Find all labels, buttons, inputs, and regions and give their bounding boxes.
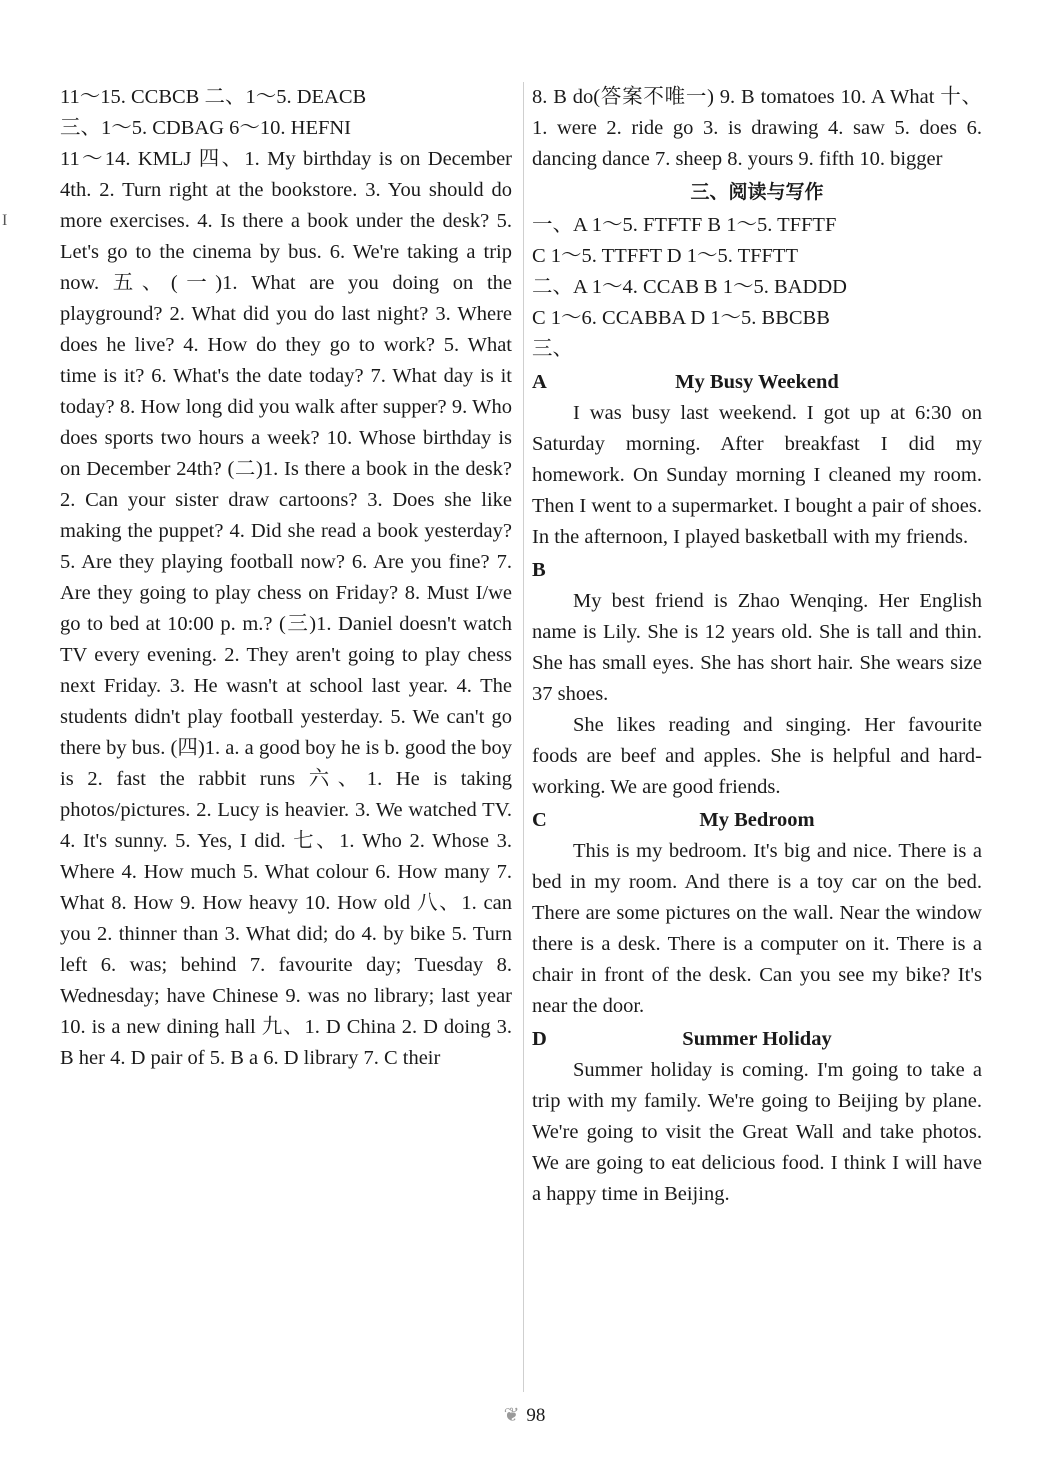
page-number-footer xyxy=(0,1404,1049,1427)
answer-line: 一、A 1～5. FTFTF B 1～5. TFFTF xyxy=(532,214,837,236)
answer-line: 二、A 1～4. CCAB B 1～5. BADDD xyxy=(532,276,847,298)
answer-line: 三、 xyxy=(532,338,573,360)
essay-header xyxy=(532,555,982,586)
essay-letter: D xyxy=(532,1028,547,1050)
left-column xyxy=(60,82,512,1074)
leaf-ornament-icon: ❦ xyxy=(503,1405,520,1426)
essay-paragraph: My best friend is Zhao Wenqing. Her English name is Lily. She is 12 years old. She is tall and thin. She has small eyes. She has short hair. She wears size 37 shoes. xyxy=(532,590,982,705)
answer-paragraph: 8. B do(答案不唯一) 9. B tomatoes 10. A What 十、1. were 2. ride go 3. is drawing 4. saw 5. does 6. dancing dance 7. sheep 8. yours 9. fifth 10. bigger xyxy=(532,86,982,170)
essay-paragraph: This is my bedroom. It's big and nice. There is a bed in my room. And there is a toy car on the bed. There are some pictures on the wall. Near the window there is a desk. There is a computer on it. There is a chair in front of the desk. Can you see my bike? It's near the door. xyxy=(532,840,982,1017)
essay-c xyxy=(532,805,982,1022)
essay-a xyxy=(532,367,982,553)
page-number: 98 xyxy=(526,1405,546,1426)
essay-letter: C xyxy=(532,809,547,831)
edge-mark: I xyxy=(2,212,8,229)
essay-paragraph: I was busy last weekend. I got up at 6:30 on Saturday morning. After breakfast I did my homework. On Sunday morning I cleaned my room. Then I went to a supermarket. I bought a pair of shoes. In the afternoon, I played basketball with my friends. xyxy=(532,402,982,548)
essay-header xyxy=(532,1024,982,1055)
column-divider xyxy=(523,82,524,1392)
essay-d xyxy=(532,1024,982,1210)
essay-header xyxy=(532,367,982,398)
answer-paragraph: 11～14. KMLJ 四、1. My birthday is on December 4th. 2. Turn right at the bookstore. 3. You should do more exercises. 4. Is there a book under the desk? 5. Let's go to the cinema by bus. 6. We're taking a trip now. 五、(一)1. What are you doing on the playground? 2. What did you do last night? 3. Where does he live? 4. How do they go to work? 5. What time is it? 6. What's the date today? 7. What day is it today? 8. How long did you walk after supper? 9. Who does sports two hours a week? 10. Whose birthday is on December 24th? (二)1. Is there a book in the desk? 2. Can your sister draw cartoons? 3. Does she like making the puppet? 4. Did she read a book yesterday? 5. Are they playing football now? 6. Are you fine? 7. Are they going to play chess on Friday? 8. Must I/we go to bed at 10:00 p. m.? (三)1. Daniel doesn't watch TV every evening. 2. They aren't going to play chess next Friday. 3. He wasn't at school last year. 4. The students didn't play football yesterday. 5. We can't go there by bus. (四)1. a. a good boy he is b. good the boy is 2. fast the rabbit runs 六、1. He is taking photos/pictures. 2. Lucy is heavier. 3. We watched TV. 4. It's sunny. 5. Yes, I did. 七、1. Who 2. Whose 3. Where 4. How much 5. What colour 6. How many 7. What 8. How 9. How heavy 10. How old 八、1. can you 2. thinner than 3. What did; do 4. by bike 5. Turn left 6. was; behind 7. favourite day; Tuesday 8. Wednesday; have Chinese 9. was no library; last year 10. is a new dining hall 九、1. D China 2. D doing 3. B her 4. D pair of 5. B a 6. D library 7. C their xyxy=(60,148,512,1069)
essay-header xyxy=(532,805,982,836)
essay-title: My Bedroom xyxy=(699,809,815,831)
answer-line: 11～15. CCBCB 二、1～5. DEACB xyxy=(60,86,367,108)
essay-paragraph: Summer holiday is coming. I'm going to take a trip with my family. We're going to Beijing by plane. We're going to visit the Great Wall and take photos. We are going to eat delicious food. I think I will have a happy time in Beijing. xyxy=(532,1059,982,1205)
essay-title: Summer Holiday xyxy=(682,1028,832,1050)
essay-paragraph: She likes reading and singing. Her favourite foods are beef and apples. She is helpful and hard-working. We are good friends. xyxy=(532,714,982,798)
answer-line: C 1～6. CCABBA D 1～5. BBCBB xyxy=(532,307,830,329)
right-column xyxy=(532,82,982,1210)
section-title: 三、阅读与写作 xyxy=(690,182,824,203)
essay-letter: A xyxy=(532,371,547,393)
essay-title: My Busy Weekend xyxy=(675,371,839,393)
answer-line: 三、1～5. CDBAG 6～10. HEFNI xyxy=(60,117,351,139)
essay-letter: B xyxy=(532,559,546,581)
essay-b xyxy=(532,555,982,803)
answer-line: C 1～5. TTFFT D 1～5. TFFTT xyxy=(532,245,798,267)
